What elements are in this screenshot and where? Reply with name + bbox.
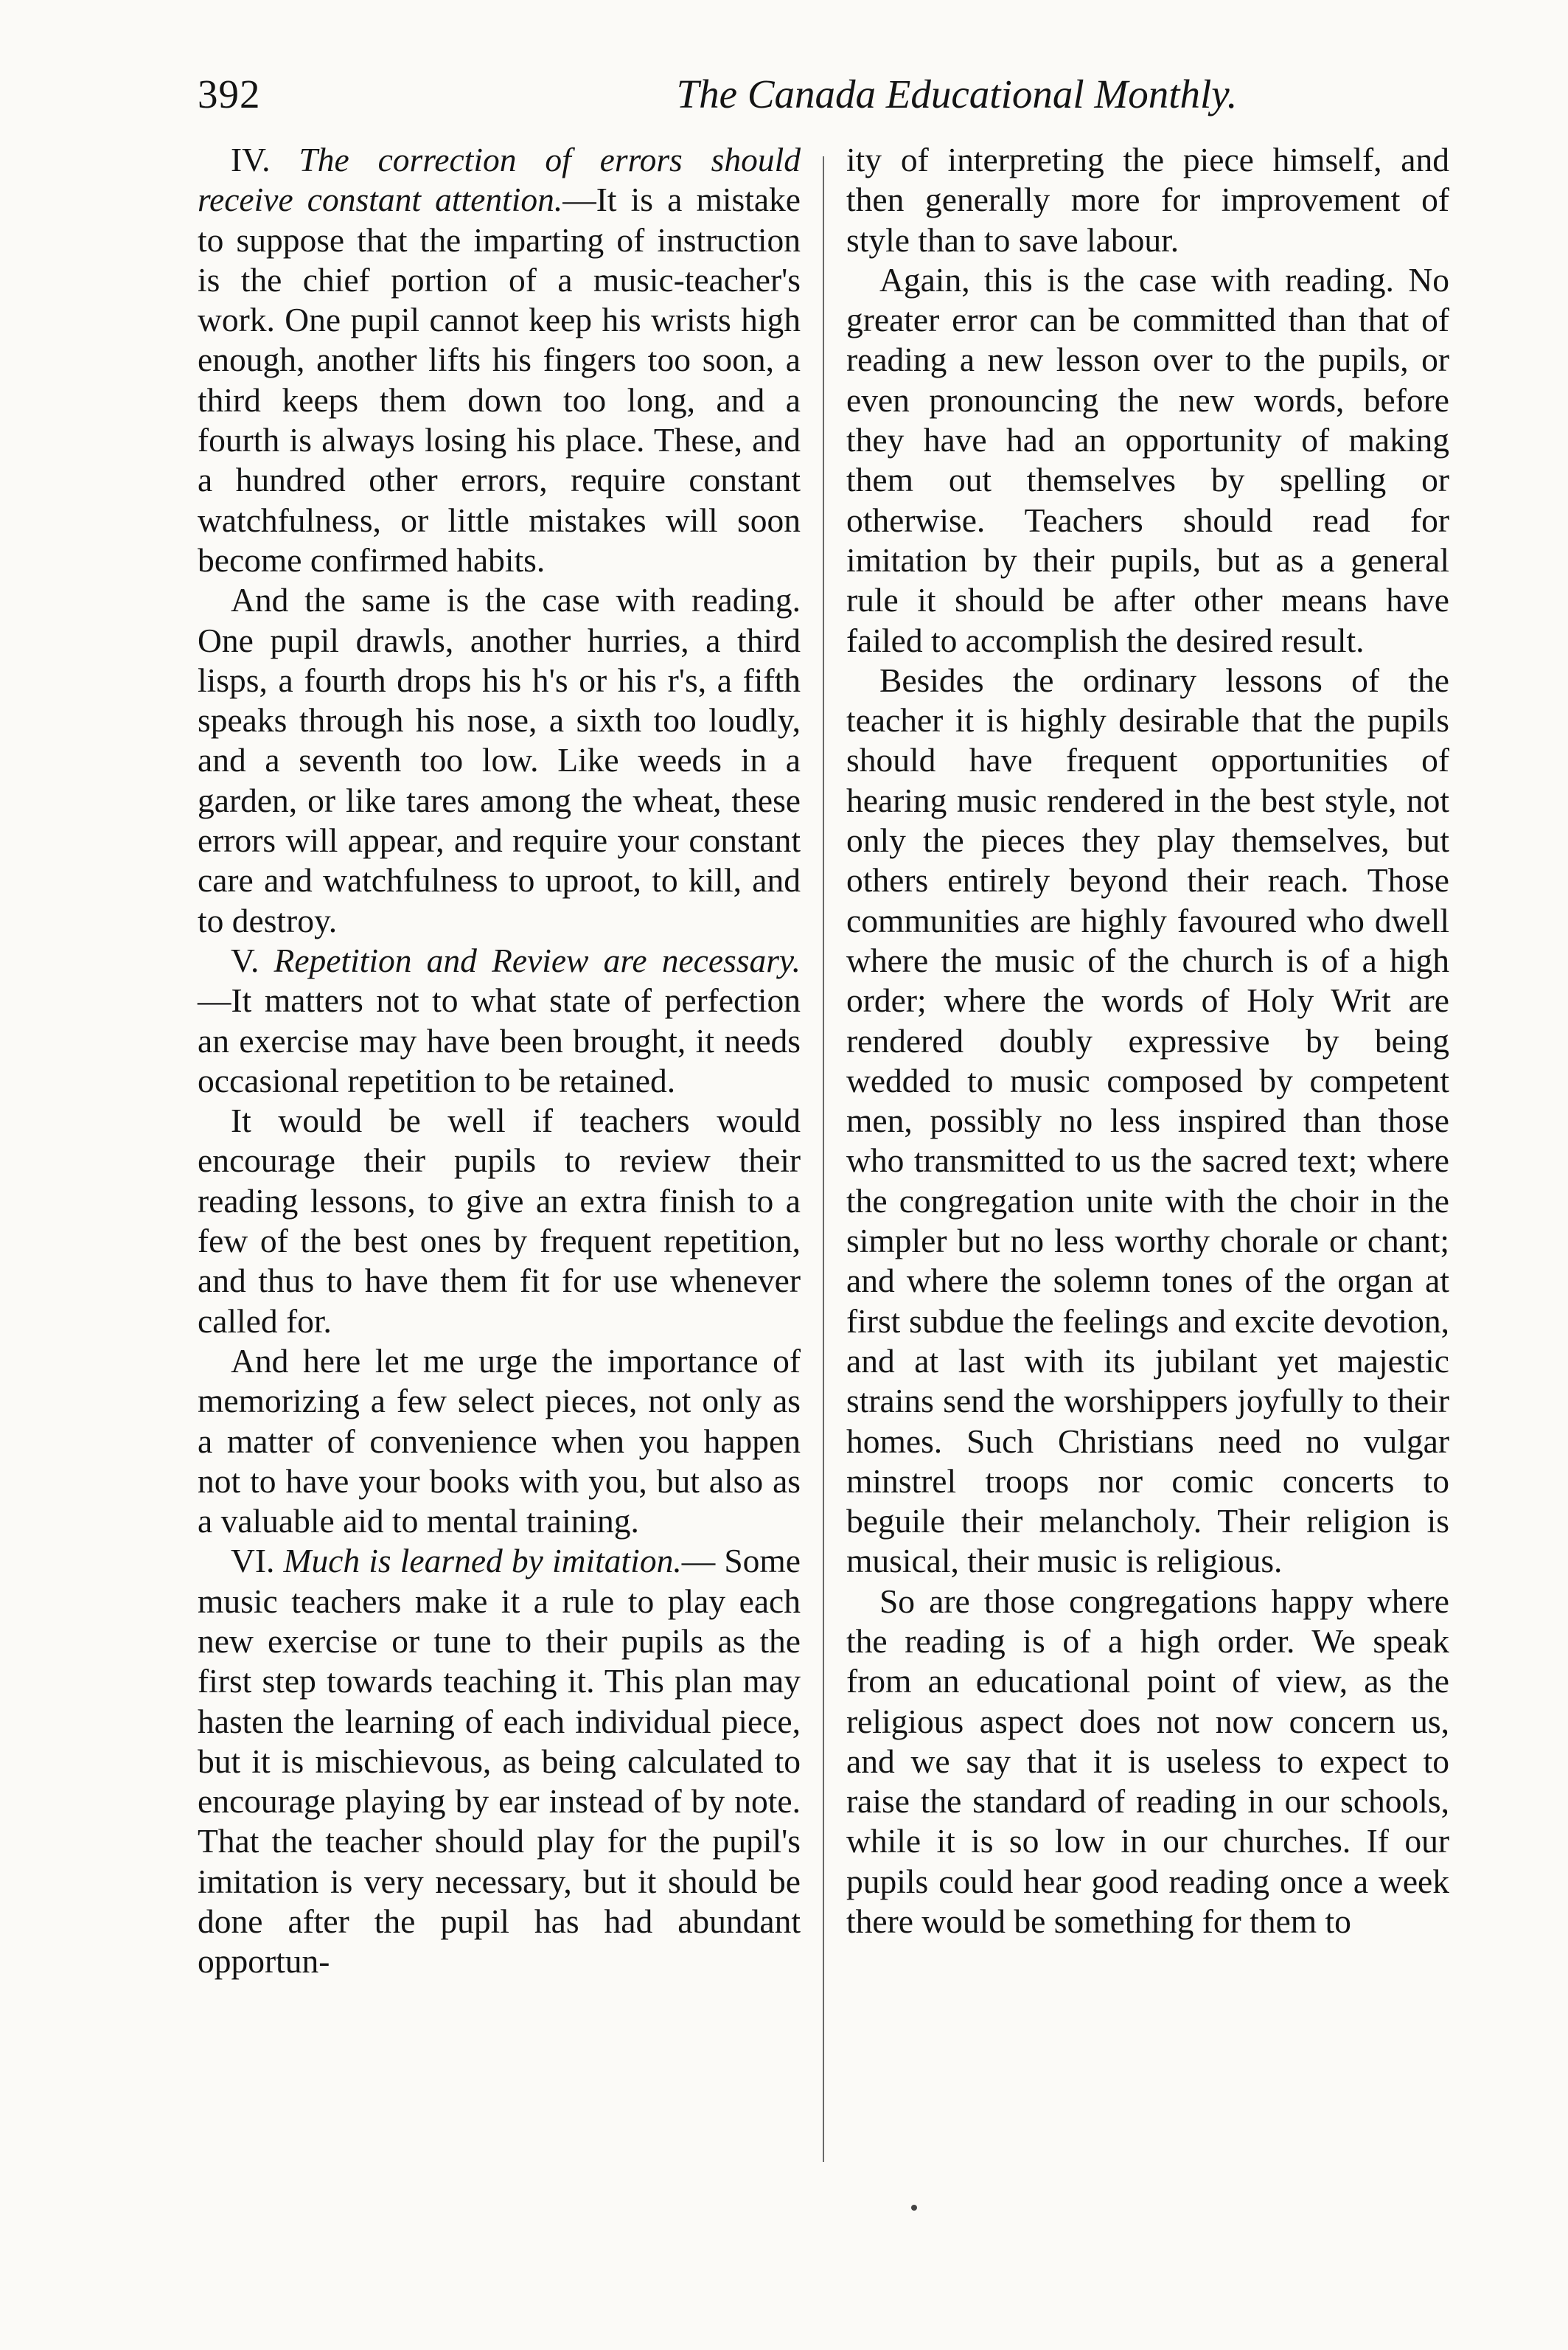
print-mark [911, 2205, 917, 2211]
paragraph-correction-of-errors [198, 140, 801, 580]
section-numeral: V. [231, 941, 259, 979]
left-column [198, 140, 801, 1982]
running-title: The Canada Educational Monthly. [676, 72, 1238, 117]
paragraph-repetition [198, 941, 801, 1101]
paragraph-text: — Some music teachers make it a rule to play each new exercise or tune to their pupils as the first step towards teaching it. This plan may hasten the learning of each individual piece, but it is mischievous, as being calculated to encourage playing by ear instead of by note. That the teacher should play for the pupil's imitation is very necessary, but it should be done after the pupil has had abundant opportun- [198, 1542, 801, 1981]
paragraph-imitation [198, 1541, 801, 1981]
paragraph-reading-over: Again, this is the case with reading. No greater error can be committed than that of reading a new lesson over to the pupils, or even pronouncing the new words, before they have had an opportunity of making them out themselves by spelling or otherwise. Teachers should read for imitation by their pupils, but as a general rule it should be after other means have failed to accomplish the desired result. [846, 260, 1449, 659]
paragraph-review-lessons: It would be well if teachers would encourage their pupils to review their reading lessons, to give an extra finish to a few of the best ones by frequent repetition, and thus to have them fit for use whenever called for. [198, 1102, 801, 1340]
page-header [198, 65, 1547, 124]
page-number: 392 [198, 72, 261, 117]
paragraph-continuation: ity of interpreting the piece himself, and then generally more for improvement of style than to save labour. [846, 141, 1449, 259]
paragraph-congregations: So are those congregations happy where the reading is of a high order. We speak from an educational point of view, as the religious aspect does not now concern us, and we say that it is useless to expect to raise the standard of reading in our schools, while it is so low in our churches. If our pupils could hear good reading once a week there would be something for them to [846, 1582, 1449, 1941]
section-heading: The correction of errors should receive constant attention. [198, 141, 801, 219]
paragraph-memorizing: And here let me urge the importance of memorizing a few select pieces, not only as a matter of convenience when you happen not to have your books with you, but also as a valuable aid to mental training. [198, 1341, 801, 1540]
section-numeral: IV. [231, 141, 271, 178]
section-heading: Repetition and Review are necessary. [273, 941, 801, 979]
paragraph-hearing-music: Besides the ordinary lessons of the teacher it is highly desirable that the pupils should have frequent opportunities of hearing music rendered in the best style, not only the pieces they play themselves, but others entirely beyond their reach. Those communities are highly favoured who dwell where the music of the church is of a high order; where the words of Holy Writ are rendered doubly expressive by being wedded to music composed by competent men, possibly no less inspired than those who transmitted to us the sacred text; where the congregation unite with the choir in the simpler but no less worthy chorale or chant; and where the solemn tones of the organ at first subdue the feelings and excite devotion, and at last with its jubilant yet majestic strains send the worshippers joyfully to their homes. Such Christians need no vulgar minstrel troops nor comic concerts to beguile their melancholy. Their religion is musical, their music is religious. [846, 661, 1449, 1580]
paragraph-text: —It is a mistake to suppose that the imparting of instruction is the chief portion of a music-teacher's work. One pupil cannot keep his wrists high enough, another lifts his fingers too soon, a third keeps them down too long, and a fourth is always losing his place. These, and a hundred other errors, require constant watchfulness, or little mistakes will soon become confirmed habits. [198, 181, 801, 579]
paragraph-reading-errors: And the same is the case with reading. One pupil drawls, another hurries, a third lisps, a fourth drops his h's or his r's, a fifth speaks through his nose, a sixth too loudly, and a seventh too low. Like weeds in a garden, or like tares among the wheat, these errors will appear, and require your constant care and watchfulness to uproot, to kill, and to destroy. [198, 581, 801, 939]
column-divider [823, 156, 824, 2162]
right-column [846, 140, 1449, 1941]
paragraph-text: —It matters not to what state of perfection an exercise may have been brought, it needs occasional repetition to be retained. [198, 981, 801, 1099]
section-numeral: VI. [231, 1542, 275, 1580]
section-heading: Much is learned by imitation. [283, 1542, 682, 1580]
